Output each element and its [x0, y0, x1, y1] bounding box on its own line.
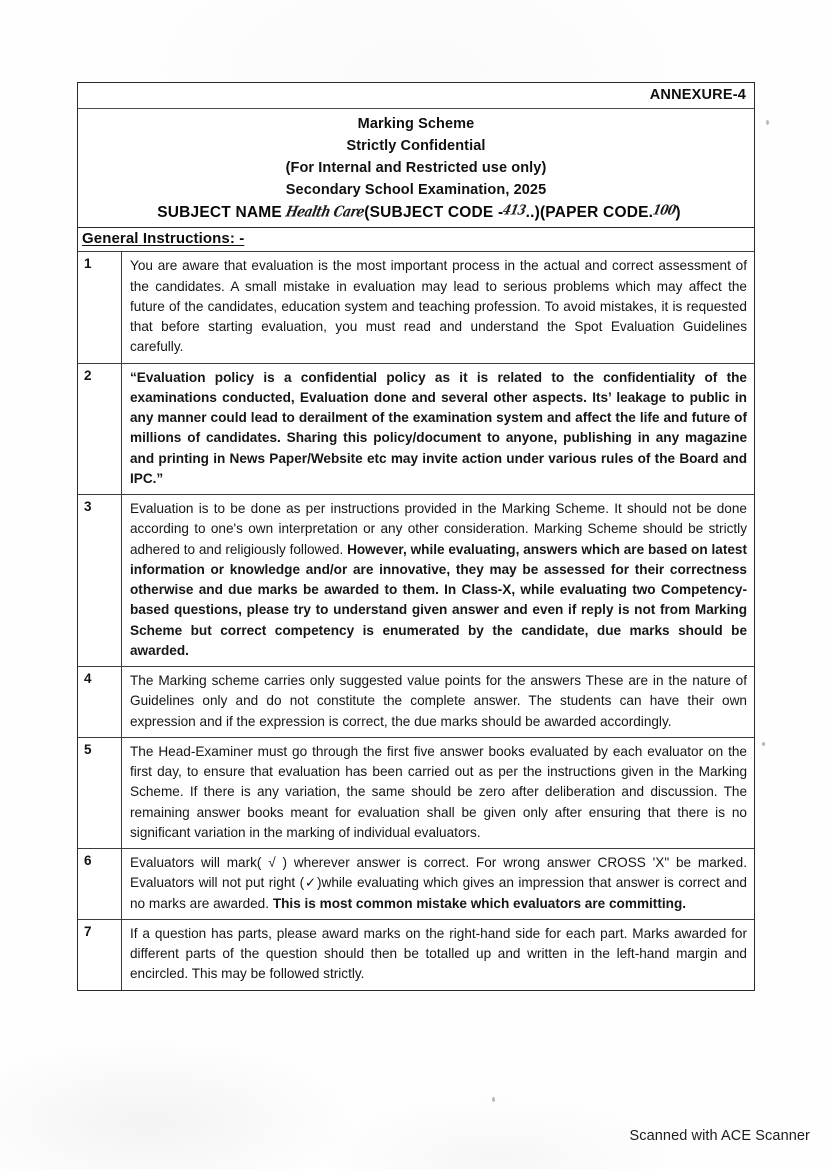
instruction-row: [78, 495, 754, 667]
instruction-text-cell: [122, 737, 755, 848]
subject-name-label: SUBJECT NAME: [157, 204, 282, 222]
subject-code-label: (SUBJECT CODE -: [364, 204, 504, 222]
instruction-text-cell: [122, 849, 755, 920]
title-line-strictly-confidential: Strictly Confidential: [346, 138, 486, 155]
instruction-text-cell: [122, 919, 755, 989]
paper-code-handwritten-value: 100: [651, 201, 678, 219]
instruction-paragraph: If a question has parts, please award marks on the right-hand side for each part. Marks awarded for different parts of the question should then be totalled up and written in the left-hand margin and encircled. This may be followed strictly.: [130, 925, 747, 982]
subject-name-handwritten-value: Health Care: [284, 202, 367, 221]
instruction-paragraph: [130, 499, 747, 661]
instruction-text-plain: Evaluators will mark( √ ) wherever answer is correct. For wrong answer CROSS 'X" be marked. Evaluators will not put right (✓)while evaluating which gives an impression that answer is correct and no marks are awarded.: [130, 855, 747, 911]
marking-scheme-sheet: [77, 82, 755, 991]
instruction-number: 4: [78, 667, 122, 738]
instruction-paragraph: “Evaluation policy is a confidential policy as it is related to the confidentiality of the examinations conducted, Evaluation done and several other aspects. Its’ leakage to public in any manner could lead to derailment of the examination system and affect the life and future of millions of candidates. Sharing this policy/document to anyone, publishing in any magazine and printing in News Paper/Website etc may invite action under various rules of the Board and IPC.”: [130, 369, 747, 486]
scan-speck: [766, 120, 769, 125]
instruction-text-emphasis: This is most common mistake which evaluators are committing.: [272, 895, 687, 911]
scan-speck: [492, 1097, 495, 1102]
general-instructions-table: [78, 252, 754, 989]
title-block: [78, 109, 754, 228]
title-line-internal-use: (For Internal and Restricted use only): [285, 160, 547, 177]
instruction-row: [78, 252, 754, 363]
instruction-text-emphasis: However, while evaluating, answers which are based on latest information or knowledge and/or are innovative, they may be assessed for their correctness otherwise and due marks be awarded to them. In Class-X, while evaluating two Competency-based questions, please try to understand given answer and even if reply is not from Marking Scheme but correct competency is enumerated by the candidate, due marks should be awarded.: [130, 541, 747, 658]
annexure-label: ANNEXURE-4: [649, 87, 746, 103]
instruction-number: 7: [78, 919, 122, 989]
instruction-paragraph: The Marking scheme carries only suggested value points for the answers These are in the nature of Guidelines only and do not constitute the complete answer. The students can have their own expression and if the expression is correct, the due marks should be awarded accordingly.: [130, 673, 747, 729]
title-line-marking-scheme: Marking Scheme: [357, 116, 475, 132]
subject-code-handwritten-value: 413: [501, 201, 528, 219]
general-instructions-header: [78, 228, 754, 252]
instruction-text-cell: [122, 667, 755, 738]
instruction-paragraph: The Head-Examiner must go through the first five answer books evaluated by each evaluator on the first day, to ensure that evaluation has been carried out as per the instructions given in the Marking Scheme. If there is any variation, the same should be zero after deliberation and discussion. The remaining answer books meant for evaluation shall be given only after ensuring that there is no significant variation in the marking of individual evaluators.: [130, 743, 747, 840]
general-instructions-heading: General Instructions: -: [82, 230, 245, 248]
instruction-text-cell: [122, 495, 755, 667]
instruction-text-plain: Evaluation is to be done as per instructions provided in the Marking Scheme. It should not be done according to one's own interpretation or any other consideration. Marking Scheme should be strictly adhered to and religiously followed.: [130, 501, 747, 557]
scan-speck: [762, 742, 765, 746]
instruction-paragraph: You are aware that evaluation is the most important process in the actual and correct assessment of the candidates. A small mistake in evaluation may lead to serious problems which may affect the future of the candidates, education system and teaching profession. To avoid mistakes, it is requested that before starting evaluation, you must read and understand the Spot Evaluation Guidelines carefully.: [130, 258, 747, 355]
paper-code-suffix: ): [675, 204, 681, 222]
instruction-number: 3: [78, 495, 122, 667]
annexure-band: [78, 83, 754, 109]
instructions-table-body: [78, 252, 754, 989]
subject-code-suffix: ..): [525, 204, 540, 222]
instruction-row: [78, 919, 754, 989]
subject-code-line: [78, 201, 754, 224]
title-line-examination: Secondary School Examination, 2025: [285, 182, 547, 199]
instruction-row: [78, 849, 754, 920]
instruction-row: [78, 667, 754, 738]
instruction-row: [78, 737, 754, 848]
instruction-text-cell: [122, 252, 755, 363]
instruction-number: 1: [78, 252, 122, 363]
instruction-text-cell: [122, 363, 755, 495]
instruction-number: 6: [78, 849, 122, 920]
instruction-number: 2: [78, 363, 122, 495]
instruction-row: [78, 363, 754, 495]
instruction-paragraph: [130, 853, 747, 914]
paper-code-label: (PAPER CODE.: [539, 204, 654, 222]
instruction-number: 5: [78, 737, 122, 848]
scanner-watermark: Scanned with ACE Scanner: [629, 1128, 810, 1144]
